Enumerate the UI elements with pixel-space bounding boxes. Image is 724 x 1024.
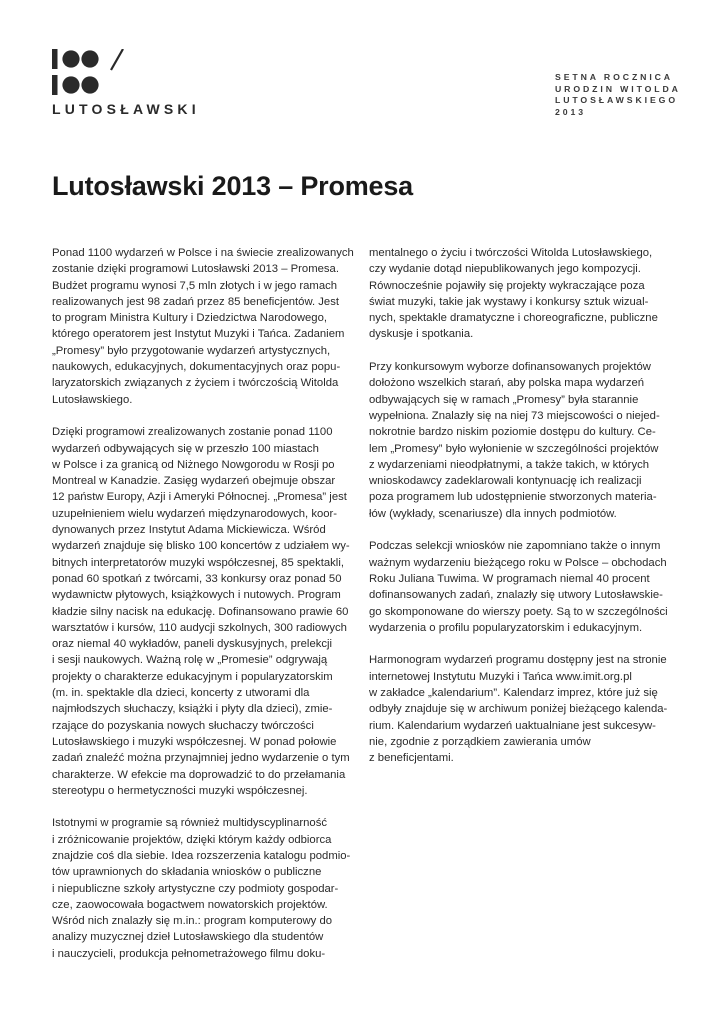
text-line: to program Ministra Kultury i Dziedzictwa Narodowego, bbox=[52, 312, 327, 325]
logo-mark-icon bbox=[52, 49, 128, 99]
tagline bbox=[555, 72, 681, 118]
text-line: go skomponowane do wierszy poety. Są to w szczególności bbox=[369, 605, 668, 618]
text-line: laryzatorskich związanych z życiem i twórczością Witolda bbox=[52, 377, 339, 390]
text-line: cze, zaowocowała bogactwem nowatorskich projektów. bbox=[52, 898, 328, 911]
text-line: dofinansowanych zadań, znalazły się utwory Lutosławskie- bbox=[369, 589, 663, 602]
text-line: łów (wykłady, scenariusze) dla innych podmiotów. bbox=[369, 507, 617, 520]
page-title: Lutosławski 2013 – Promesa bbox=[52, 171, 413, 201]
logo-wordmark: LUTOSŁAWSKI bbox=[52, 101, 200, 117]
text-line: zadań znaleźć można przynajmniej jedno wydarzenie o tym bbox=[52, 752, 350, 765]
text-line: lem „Promesy” było wyłonienie w szczególności projektów bbox=[369, 442, 659, 455]
text-line: czy wydanie dotąd niepublikowanych jego kompozycji. bbox=[369, 263, 641, 276]
tagline-line: URODZIN WITOLDA bbox=[555, 83, 681, 94]
text-line: Budżet programu wynosi 7,5 mln złotych i w jego ramach bbox=[52, 279, 338, 292]
text-line: wnioskodawcy zadeklarowali kontynuację ich realizacji bbox=[369, 475, 642, 488]
text-line: uzupełnieniem wielu wydarzeń międzynarodowych, koor- bbox=[52, 507, 338, 520]
text-line: nych, spektakle dramatyczne i choreograficzne, publiczne bbox=[369, 312, 658, 325]
text-line: bitnych interpretatorów muzyki współczesnej, 85 spektakli, bbox=[52, 556, 344, 569]
text-line: dynowanych przez Instytut Adama Mickiewicza. Wśród bbox=[52, 524, 326, 537]
text-line: Istotnymi w programie są również multidyscyplinarność bbox=[52, 817, 327, 830]
text-line: realizowanych jest 98 zadań przez 85 beneficjentów. Jest bbox=[52, 295, 339, 308]
text-line: mentalnego o życiu i twórczości Witolda Lutosławskiego, bbox=[369, 247, 653, 259]
text-line: naukowych, edukacyjnych, dokumentacyjnych oraz popu- bbox=[52, 361, 341, 374]
text-line: warsztatów i kursów, 110 audycji szkolnych, 300 radiowych bbox=[52, 621, 347, 634]
text-line: wydarzeń znajduje się blisko 100 koncertów z udziałem wy- bbox=[52, 540, 350, 553]
text-line: dyskusje i spotkania. bbox=[369, 328, 474, 341]
text-line: wydarzeń odbywających się w przeszło 100 miastach bbox=[52, 442, 319, 455]
text-line: w zakładce „kalendarium”. Kalendarz imprez, które już się bbox=[369, 687, 658, 700]
text-line: w Polsce i za granicą od Niżnego Nowgorodu w Rosji po bbox=[52, 458, 335, 471]
text-line: analizy muzycznej dzieł Lutosławskiego dla studentów bbox=[52, 931, 324, 944]
text-line: Podczas selekcji wniosków nie zapomniano także o innym bbox=[369, 540, 661, 553]
logo bbox=[52, 49, 202, 117]
tagline-line: 2013 bbox=[555, 106, 586, 117]
text-line: i zróżnicowanie projektów, dzięki którym każdy odbiorca bbox=[52, 833, 332, 846]
text-line: charakterze. W efekcie ma doprowadzić to do przełamania bbox=[52, 768, 346, 781]
text-line: odbyły znajduje się w archiwum poniżej bieżącego kalenda- bbox=[369, 703, 668, 716]
text-line: Montreal w Kanadzie. Zasięg wydarzeń obejmuje obszar bbox=[52, 475, 336, 488]
paragraph bbox=[52, 815, 360, 962]
text-line: i niepubliczne szkoły artystyczne czy podmioty gospodar- bbox=[52, 882, 339, 895]
text-line: Dzięki programowi zrealizowanych zostanie ponad 1100 bbox=[52, 426, 333, 439]
text-line: najmłodszych słuchaczy, książki i płyty dla dzieci), zmie- bbox=[52, 703, 333, 716]
text-line: Roku Juliana Tuwima. W programach niemal 40 procent bbox=[369, 572, 650, 585]
text-line: nokrotnie bardzo niskim poziomie dostępu do kultury. Ce- bbox=[369, 426, 656, 439]
text-line: Lutosławskiego i muzyki współczesnej. W ponad połowie bbox=[52, 735, 337, 748]
paragraph bbox=[369, 652, 677, 766]
text-line: kładzie silny nacisk na edukację. Dofinansowano prawie 60 bbox=[52, 605, 349, 618]
tagline-line: LUTOSŁAWSKIEGO bbox=[555, 95, 678, 105]
tagline-line: SETNA ROCZNICA bbox=[555, 72, 673, 82]
text-line: rzające do pozyskania nowych słuchaczy twórczości bbox=[52, 719, 314, 732]
text-line: projekty o charakterze edukacyjnym i popularyzatorskim bbox=[52, 670, 333, 683]
paragraph bbox=[52, 245, 360, 408]
paragraph bbox=[369, 538, 677, 636]
text-line: 12 państw Europy, Azji i Ameryki Północnej. „Promesa” jest bbox=[52, 491, 347, 504]
text-line: poza programem lub udostępnienie stworzonych materia- bbox=[369, 491, 657, 504]
text-line: nie, zgodnie z porządkiem zawierania umów bbox=[369, 735, 591, 748]
text-line: zostanie dzięki programowi Lutosławski 2013 – Promesa. bbox=[52, 263, 339, 276]
text-line: Przy konkursowym wyborze dofinansowanych projektów bbox=[369, 361, 651, 374]
text-line: (m. in. spektakle dla dzieci, koncerty z utworami dla bbox=[52, 687, 310, 700]
paragraph bbox=[369, 359, 677, 522]
text-line: „Promesy” było przygotowanie wydarzeń artystycznych, bbox=[52, 344, 331, 357]
text-line: rium. Kalendarium wydarzeń uaktualniane jest sukcesyw- bbox=[369, 719, 656, 732]
text-line: Lutosławskiego. bbox=[52, 393, 133, 406]
text-line: którego operatorem jest Instytut Muzyki i Tańca. Zadaniem bbox=[52, 328, 345, 341]
text-line: tów uprawnionych do składania wniosków o publiczne bbox=[52, 866, 322, 879]
text-line: świat muzyki, takie jak wystawy i konkursy sztuk wizual- bbox=[369, 295, 649, 308]
text-line: i sesji naukowych. Ważną rolę w „Promesie” odgrywają bbox=[52, 654, 328, 667]
paragraph bbox=[369, 245, 677, 343]
text-line: Równocześnie pojawiły się projekty wykraczające poza bbox=[369, 279, 645, 292]
right-column bbox=[369, 245, 677, 783]
text-line: ponad 60 spotkań z twórcami, 33 konkursy oraz ponad 50 bbox=[52, 572, 342, 585]
text-line: wydarzenia o profilu popularyzatorskim i edukacyjnym. bbox=[369, 621, 643, 634]
text-line: dołożono wszelkich starań, aby polska mapa wydarzeń bbox=[369, 377, 645, 390]
left-column bbox=[52, 245, 360, 978]
paragraph bbox=[52, 424, 360, 799]
text-line: oraz niemal 40 wykładów, paneli dyskusyjnych, prelekcji bbox=[52, 638, 333, 651]
text-line: wypełniona. Znalazły się na niej 73 miejscowości o niejed- bbox=[369, 409, 660, 422]
text-line: Wśród nich znalazły się m.in.: program komputerowy do bbox=[52, 915, 333, 928]
text-line: internetowej Instytutu Muzyki i Tańca www.imit.org.pl bbox=[369, 670, 632, 683]
text-line: i nauczycieli, produkcja pełnometrażowego filmu doku- bbox=[52, 947, 326, 960]
text-line: ważnym wydarzeniu bieżącego roku w Polsce – obchodach bbox=[369, 556, 667, 569]
text-line: stereotypu o hermetyczności muzyki współczesnej. bbox=[52, 784, 308, 797]
text-line: Ponad 1100 wydarzeń w Polsce i na świecie zrealizowanych bbox=[52, 247, 354, 259]
text-line: z wydarzeniami nieodpłatnymi, a także takich, w których bbox=[369, 458, 650, 471]
text-line: odbywających się w ramach „Promesy” była starannie bbox=[369, 393, 639, 406]
text-line: wydawnictw płytowych, książkowych i nutowych. Program bbox=[52, 589, 341, 602]
text-line: z beneficjentami. bbox=[369, 752, 454, 765]
text-line: znajdzie coś dla siebie. Idea rozszerzenia katalogu podmio- bbox=[52, 849, 351, 862]
text-line: Harmonogram wydarzeń programu dostępny jest na stronie bbox=[369, 654, 667, 667]
